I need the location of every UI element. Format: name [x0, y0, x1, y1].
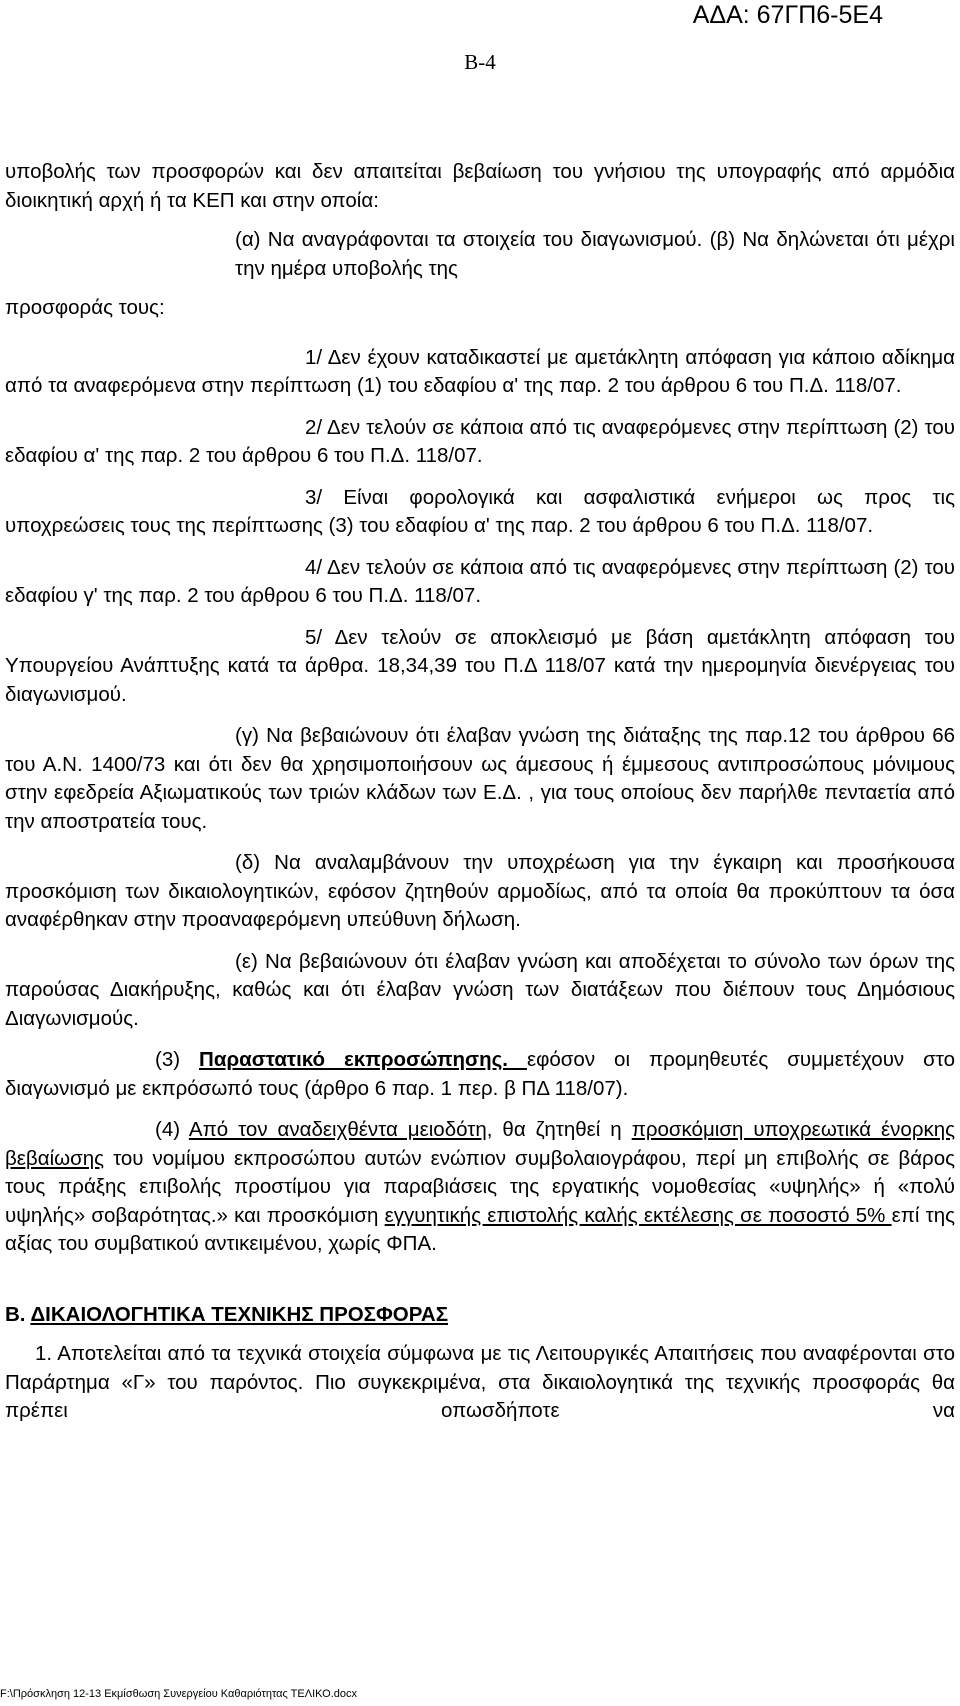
list-item-3: 3/ Είναι φορολογικά και ασφαλιστικά ενήμεροι ως προς τις υποχρεώσεις τους της περίπτωσης (3) του εδαφίου α' της παρ. 2 του άρθρου 6 του Π.Δ. 118/07.	[5, 485, 955, 537]
section-b-prefix: Β.	[5, 1302, 31, 1326]
ada-code: ΑΔΑ: 67ΓΠ6-5Ε4	[692, 1, 883, 29]
paragraph-declarations: (α) Να αναγράφονται τα στοιχεία του διαγωνισμού. (β) Να δηλώνεται ότι μέχρι την ημέρα υποβολής της	[235, 228, 955, 280]
winner-underlined-2: προσκόμιση υποχρεωτικά ένορκης βεβαίωσης	[5, 1118, 956, 1170]
winner-text-2: του νομίμου εκπροσώπου αυτών ενώπιον συμβολαιογράφου, περί μη επιβολής σε βάρος τους πράξης επιβολής προστίμου για παραβιάσεις της εργατικής νομοθεσίας «υψηλής» ή «πολύ υψηλής» σοβαρότητας.» και προσκόμιση	[5, 1146, 955, 1227]
page-number: Β-4	[464, 50, 496, 74]
list-item-4: 4/ Δεν τελούν σε κάποια από τις αναφερόμενες στην περίπτωση (2) του εδαφίου γ' της παρ. 2 του άρθρου 6 του Π.Δ. 118/07.	[5, 555, 955, 607]
winner-underlined-1: Από τον αναδειχθέντα μειοδότη	[188, 1118, 487, 1141]
footer-file-path: F:\Πρόσκληση 12-13 Εκμίσθωση Συνεργείου Καθαριότητας ΤΕΛΙΚΟ.docx	[0, 1688, 357, 1700]
section-b-title: ΔΙΚΑΙΟΛΟΓΗΤΙΚΑ ΤΕΧΝΙΚΗΣ ΠΡΟΣΦΟΡΑΣ	[30, 1302, 449, 1326]
list-item-1: 1/ Δεν έχουν καταδικαστεί με αμετάκλητη απόφαση για κάποιο αδίκημα από τα αναφερόμενα στην περίπτωση (1) του εδαφίου α' της παρ. 2 του άρθρου 6 του Π.Δ. 118/07.	[5, 345, 955, 397]
paragraph-epsilon: (ε) Να βεβαιώνουν ότι έλαβαν γνώση και αποδέχεται το σύνολο των όρων της παρούσας Διακήρυξης, καθώς και ότι έλαβαν γνώση των διατάξεων που διέπουν τους Δημόσιους Διαγωνισμούς.	[5, 949, 955, 1030]
winner-text-3: επί της αξίας του συμβατικού αντικειμένου, χωρίς ΦΠΑ.	[5, 1203, 955, 1255]
paragraph-gamma: (γ) Να βεβαιώνουν ότι έλαβαν γνώση της διάταξης της παρ.12 του άρθρου 66 του Α.Ν. 1400/73 και ότι δεν θα χρησιμοποιήσουν ως άμεσους ή έμμεσους αντιπροσώπους μόνιμους στην εφεδρεία Αξιωματικούς των τριών κλάδων των Ε.Δ. , για τους οποίους δεν παρήλθε πενταετία από την αποστρατεία τους.	[5, 724, 955, 833]
representation-title: Παραστατικό εκπροσώπησης.	[199, 1048, 527, 1071]
list-item-5: 5/ Δεν τελούν σε αποκλεισμό με βάση αμετάκλητη απόφαση του Υπουργείου Ανάπτυξης κατά τα άρθρα. 18,34,39 του Π.Δ 118/07 κατά την ημερομηνία διενέργειας του διαγωνισμού.	[5, 625, 955, 706]
paragraph-delta: (δ) Να αναλαμβάνουν την υποχρέωση για την έγκαιρη και προσήκουσα προσκόμιση των δικαιολογητικών, εφόσον ζητηθούν αρμοδίως, από τα οποία θα προκύπτουν τα όσα αναφέρθηκαν στην προαναφερόμενη υπεύθυνη δήλωση.	[5, 851, 955, 931]
section-b-heading	[5, 1301, 955, 1330]
paragraph-offer: προσφοράς τους:	[5, 296, 165, 319]
winner-underlined-3: εγγυητικής επιστολής καλής εκτέλεσης σε ποσοστό 5%	[384, 1203, 892, 1227]
paragraph-b1: 1. Αποτελείται από τα τεχνικά στοιχεία σύμφωνα με τις Λειτουργικές Απαιτήσεις που αναφέρονται στο Παράρτημα «Γ» του παρόντος. Πιο συγκεκριμένα, στα δικαιολογητικά της τεχνικής προσφοράς θα πρέπει οπωσδήποτε να	[5, 1342, 955, 1422]
paragraph-representation	[5, 1046, 955, 1103]
representation-number: (3)	[155, 1048, 200, 1071]
paragraph-submission: υποβολής των προσφορών και δεν απαιτείται βεβαίωση του γνήσιου της υπογραφής από αρμόδια διοικητική αρχή ή τα ΚΕΠ και στην οποία:	[5, 160, 955, 212]
document-body	[5, 158, 955, 1426]
winner-number: (4)	[155, 1118, 189, 1141]
representation-text: εφόσον οι προμηθευτές συμμετέχουν στο διαγωνισμό με εκπρόσωπό τους (άρθρο 6 παρ. 1 περ. β ΠΔ 118/07).	[5, 1048, 955, 1100]
paragraph-winner	[5, 1116, 955, 1259]
list-item-2: 2/ Δεν τελούν σε κάποια από τις αναφερόμενες στην περίπτωση (2) του εδαφίου α' της παρ. 2 του άρθρου 6 του Π.Δ. 118/07.	[5, 415, 955, 467]
winner-text-1: , θα ζητηθεί η	[486, 1118, 632, 1141]
